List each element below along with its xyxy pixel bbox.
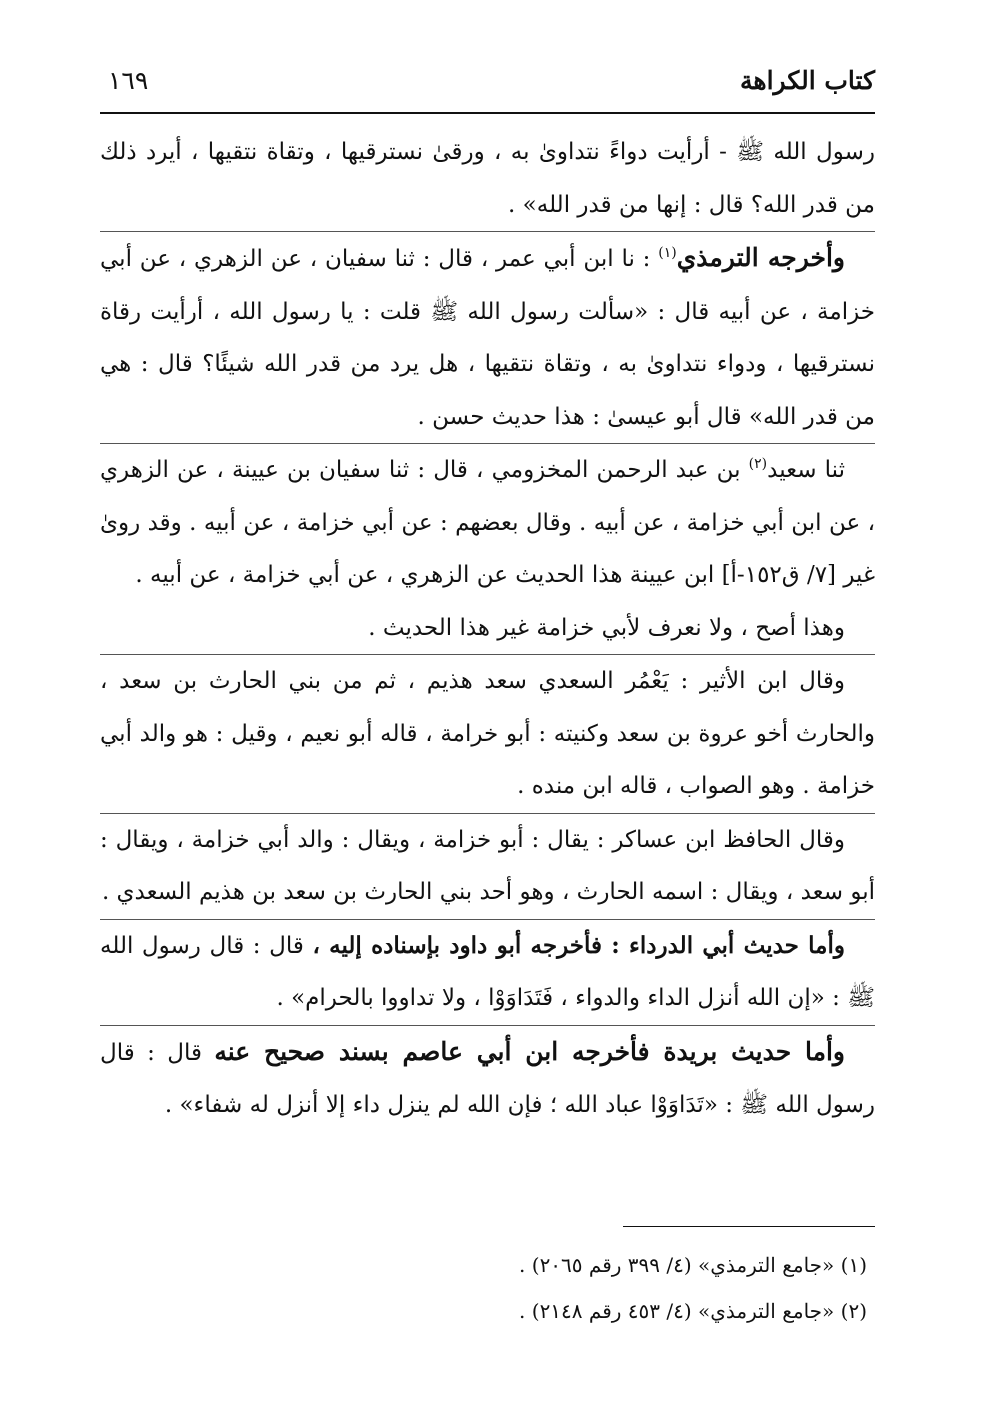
footnote-ref: (١) (658, 245, 677, 261)
text-run: وقال الحافظ ابن عساكر : يقال : أبو خزامة ، ويقال : والد أبي خزامة ، ويقال : أبو سعد ، ويقال : اسمه الحارث ، وهو أحد بني الحارث بن سعد بن هذيم السعدي . (100, 826, 875, 905)
footnote-ref: (٢) (748, 456, 768, 472)
footnote-rule (623, 1226, 875, 1227)
text-run: قال : قال رسول الله ﷺ : «إن الله أنزل الداء والدواء ، فَتَدَاوَوْا ، ولا تداووا بالحرام» . (100, 932, 875, 1011)
text-run-bold: وأما حديث بريدة فأخرجه ابن أبي عاصم بسند صحيح عنه (214, 1036, 845, 1066)
text-run: وهذا أصح ، ولا نعرف لأبي خزامة غير هذا الحديث . (368, 614, 845, 641)
body-text (100, 126, 875, 1132)
header-rule (100, 112, 875, 114)
paragraph (100, 919, 875, 1025)
text-run: ثنا سعيد (767, 457, 845, 483)
text-run-bold: وأخرجه الترمذي (676, 243, 845, 272)
paragraph (100, 231, 875, 443)
paragraph (100, 1025, 875, 1132)
footnote: (١) «جامع الترمذي» (٤/ ٣٩٩ رقم ٢٠٦٥) . (519, 1253, 867, 1277)
paragraph (100, 813, 875, 919)
text-run: بن عبد الرحمن المخزومي ، قال : ثنا سفيان بن عيينة ، عن الزهري ، عن ابن أبي خزامة ، عن أبيه . وقال بعضهم : عن أبي خزامة ، عن أبيه . وقد روىٰ غير [٧/ ق١٥٢-أ] ابن عيينة هذا الحديث عن الزهري ، عن أبي خزامة ، عن أبيه . (100, 457, 875, 588)
text-run: رسول الله ﷺ - أرأيت دواءً نتداوىٰ به ، ورقىٰ نسترقيها ، وتقاة نتقيها ، أيرد ذلك من قدر الله؟ قال : إنها من قدر الله» . (100, 139, 875, 218)
page-header (100, 62, 875, 108)
text-run: : نا ابن أبي عمر ، قال : ثنا سفيان ، عن الزهري ، عن أبي خزامة ، عن أبيه قال : «سألت رسول الله ﷺ قلت : يا رسول الله ، أرأيت رقاة نسترقيها ، ودواء نتداوىٰ به ، وتقاة نتقيها ، هل يرد من قدر الله شيئًا؟ قال : هي من قدر الله» قال أبو عيسىٰ : هذا حديث حسن . (100, 246, 875, 430)
text-run: وقال ابن الأثير : يَعْمُر السعدي سعد هذيم ، ثم من بني الحارث بن سعد ، والحارث أخو عروة بن سعد وكنيته : أبو خرامة ، قاله أبو نعيم ، وقيل : هو والد أبي خزامة . وهو الصواب ، قاله ابن منده . (100, 668, 875, 799)
running-title: كتاب الكراهة (740, 66, 875, 95)
paragraph (100, 602, 875, 655)
text-run-bold: وأما حديث أبي الدرداء : فأخرجه أبو داود بإسناده إليه ، (312, 931, 845, 959)
text-run: قال : قال رسول الله ﷺ : «تَدَاوَوْا عباد الله ؛ فإن الله لم ينزل داء إلا أنزل له شفاء» . (100, 1039, 875, 1118)
page-number: ١٦٩ (108, 66, 149, 95)
footnote: (٢) «جامع الترمذي» (٤/ ٤٥٣ رقم ٢١٤٨) . (519, 1299, 867, 1323)
paragraph (100, 654, 875, 813)
paragraph (100, 443, 875, 602)
footnotes (100, 1242, 875, 1334)
paragraph (100, 126, 875, 231)
